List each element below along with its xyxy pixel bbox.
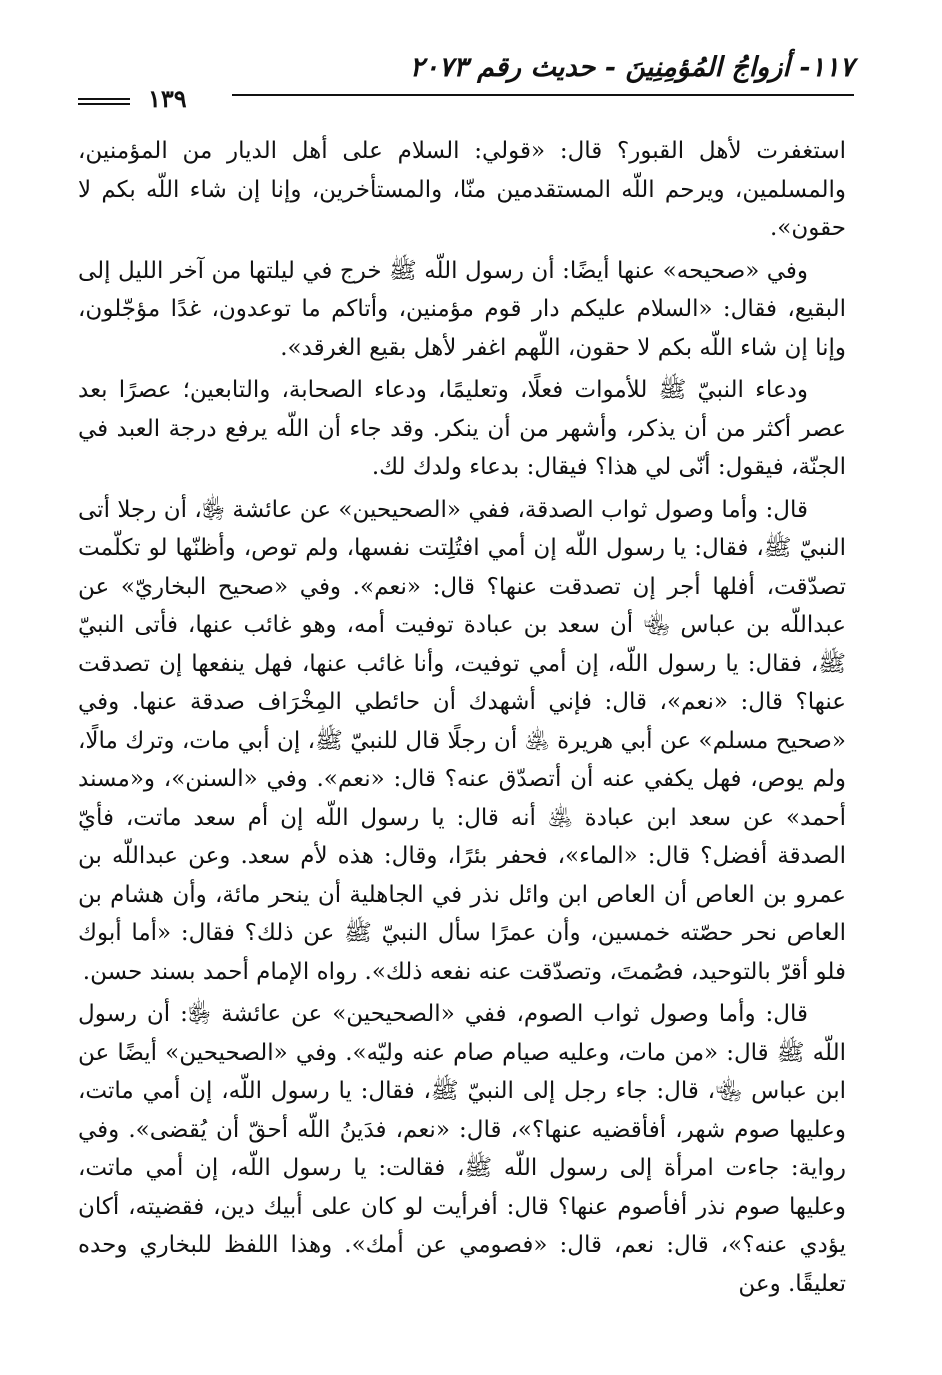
paragraph-3: ودعاء النبيّ ﷺ للأموات فعلًا، وتعليمًا، ودعاء الصحابة، والتابعين؛ عصرًا بعد عصر أكثر من أن يذكر، وأشهر من أن ينكر. وقد جاء أن اللّه يرفع درجة العبد في الجنّة، فيقول: أنّى لي هذا؟ فيقال: بدعاء ولدك لك. (78, 377, 846, 480)
rule-line (78, 98, 130, 100)
rule-line (78, 103, 130, 105)
paragraph-4: قال: وأما وصول ثواب الصدقة، ففي «الصحيحين» عن عائشة ﵂، أن رجلا أتى النبيّ ﷺ، فقال: يا رسول اللّه إن أمي افتُلِتت نفسها، ولم توص، وأظنّها لو تكلّمت تصدّقت، أفلها أجر إن تصدقت عنها؟ قال: «نعم». وفي «صحيح البخاريّ» عن عبداللّه بن عباس ﵄ أن سعد بن عبادة توفيت أمه، وهو غائب عنها، فأتى النبيّ ﷺ، فقال: يا رسول اللّه، إن أمي توفيت، وأنا غائب عنها، فهل ينفعها إن تصدقت عنها؟ قال: «نعم»، قال: فإني أشهدك أن حائطي المِخْرَاف صدقة عنها. وفي «صحيح مسلم» عن أبي هريرة ﵁ أن رجلًا قال للنبيّ ﷺ، إن أبي مات، وترك مالًا، ولم يوص، فهل يكفي عنه أن أتصدّق عنه؟ قال: «نعم». وفي «السنن»، و«مسند أحمد» عن سعد ابن عبادة ﵁ أنه قال: يا رسول اللّه إن أم سعد ماتت، فأيّ الصدقة أفضل؟ قال: «الماء»، فحفر بئرًا، وقال: هذه لأم سعد. وعن عبداللّه بن عمرو بن العاص أن العاص ابن وائل نذر في الجاهلية أن ينحر مائة، وأن هشام بن العاص نحر حصّته خمسين، وأن عمرًا سأل النبيّ ﷺ عن ذلك؟ فقال: «أما أبوك فلو أقرّ بالتوحيد، فصُمتَ، وتصدّقت عنه نفعه ذلك». رواه الإمام أحمد بسند حسن. (78, 496, 846, 985)
running-header-title: ١١٧- أزواجُ المُؤمِنِينَ - حديث رقم ٢٠٧٣ (409, 52, 854, 83)
paragraph-1: استغفرت لأهل القبور؟ قال: «قولي: السلام على أهل الديار من المؤمنين، والمسلمين، ويرحم اللّه المستقدمين منّا، والمستأخرين، وإنا إن شاء اللّه بكم لا حقون». (78, 138, 846, 241)
page-number: ١٣٩ (148, 84, 187, 113)
body-text (78, 132, 846, 1307)
paragraph-5: قال: وأما وصول ثواب الصوم، ففي «الصحيحين» عن عائشة ﵂: أن رسول اللّه ﷺ قال: «من مات، وعليه صيام صام عنه وليّه». وفي «الصحيحين» أيضًا عن ابن عباس ﵄، قال: جاء رجل إلى النبيّ ﷺ، فقال: يا رسول اللّه، إن أمي ماتت، وعليها صوم شهر، أفأقضيه عنها؟»، قال: «نعم، فدَينُ اللّه أحقّ أن يُقضى». وفي رواية: جاءت امرأة إلى رسول اللّه ﷺ، فقالت: يا رسول اللّه، إن أمي ماتت، وعليها صوم نذر أفأصوم عنها؟ قال: أفرأيت لو كان على أبيك دين، فقضيته، أكان يؤدي عنه؟»، قال: نعم، قال: «فصومي عن أمك». وهذا اللفظ للبخاري وحده تعليقًا. وعن (78, 1001, 846, 1297)
paragraph-2: وفي «صحيحه» عنها أيضًا: أن رسول اللّه ﷺ خرج في ليلتها من آخر الليل إلى البقيع، فقال: «السلام عليكم دار قوم مؤمنين، وأتاكم ما توعدون، غدًا مؤجّلون، وإنا إن شاء اللّه بكم لا حقون، اللّهم اغفر لأهل بقيع الغرقد». (78, 257, 846, 361)
header-rule (232, 94, 854, 96)
header-double-rule (78, 98, 130, 108)
